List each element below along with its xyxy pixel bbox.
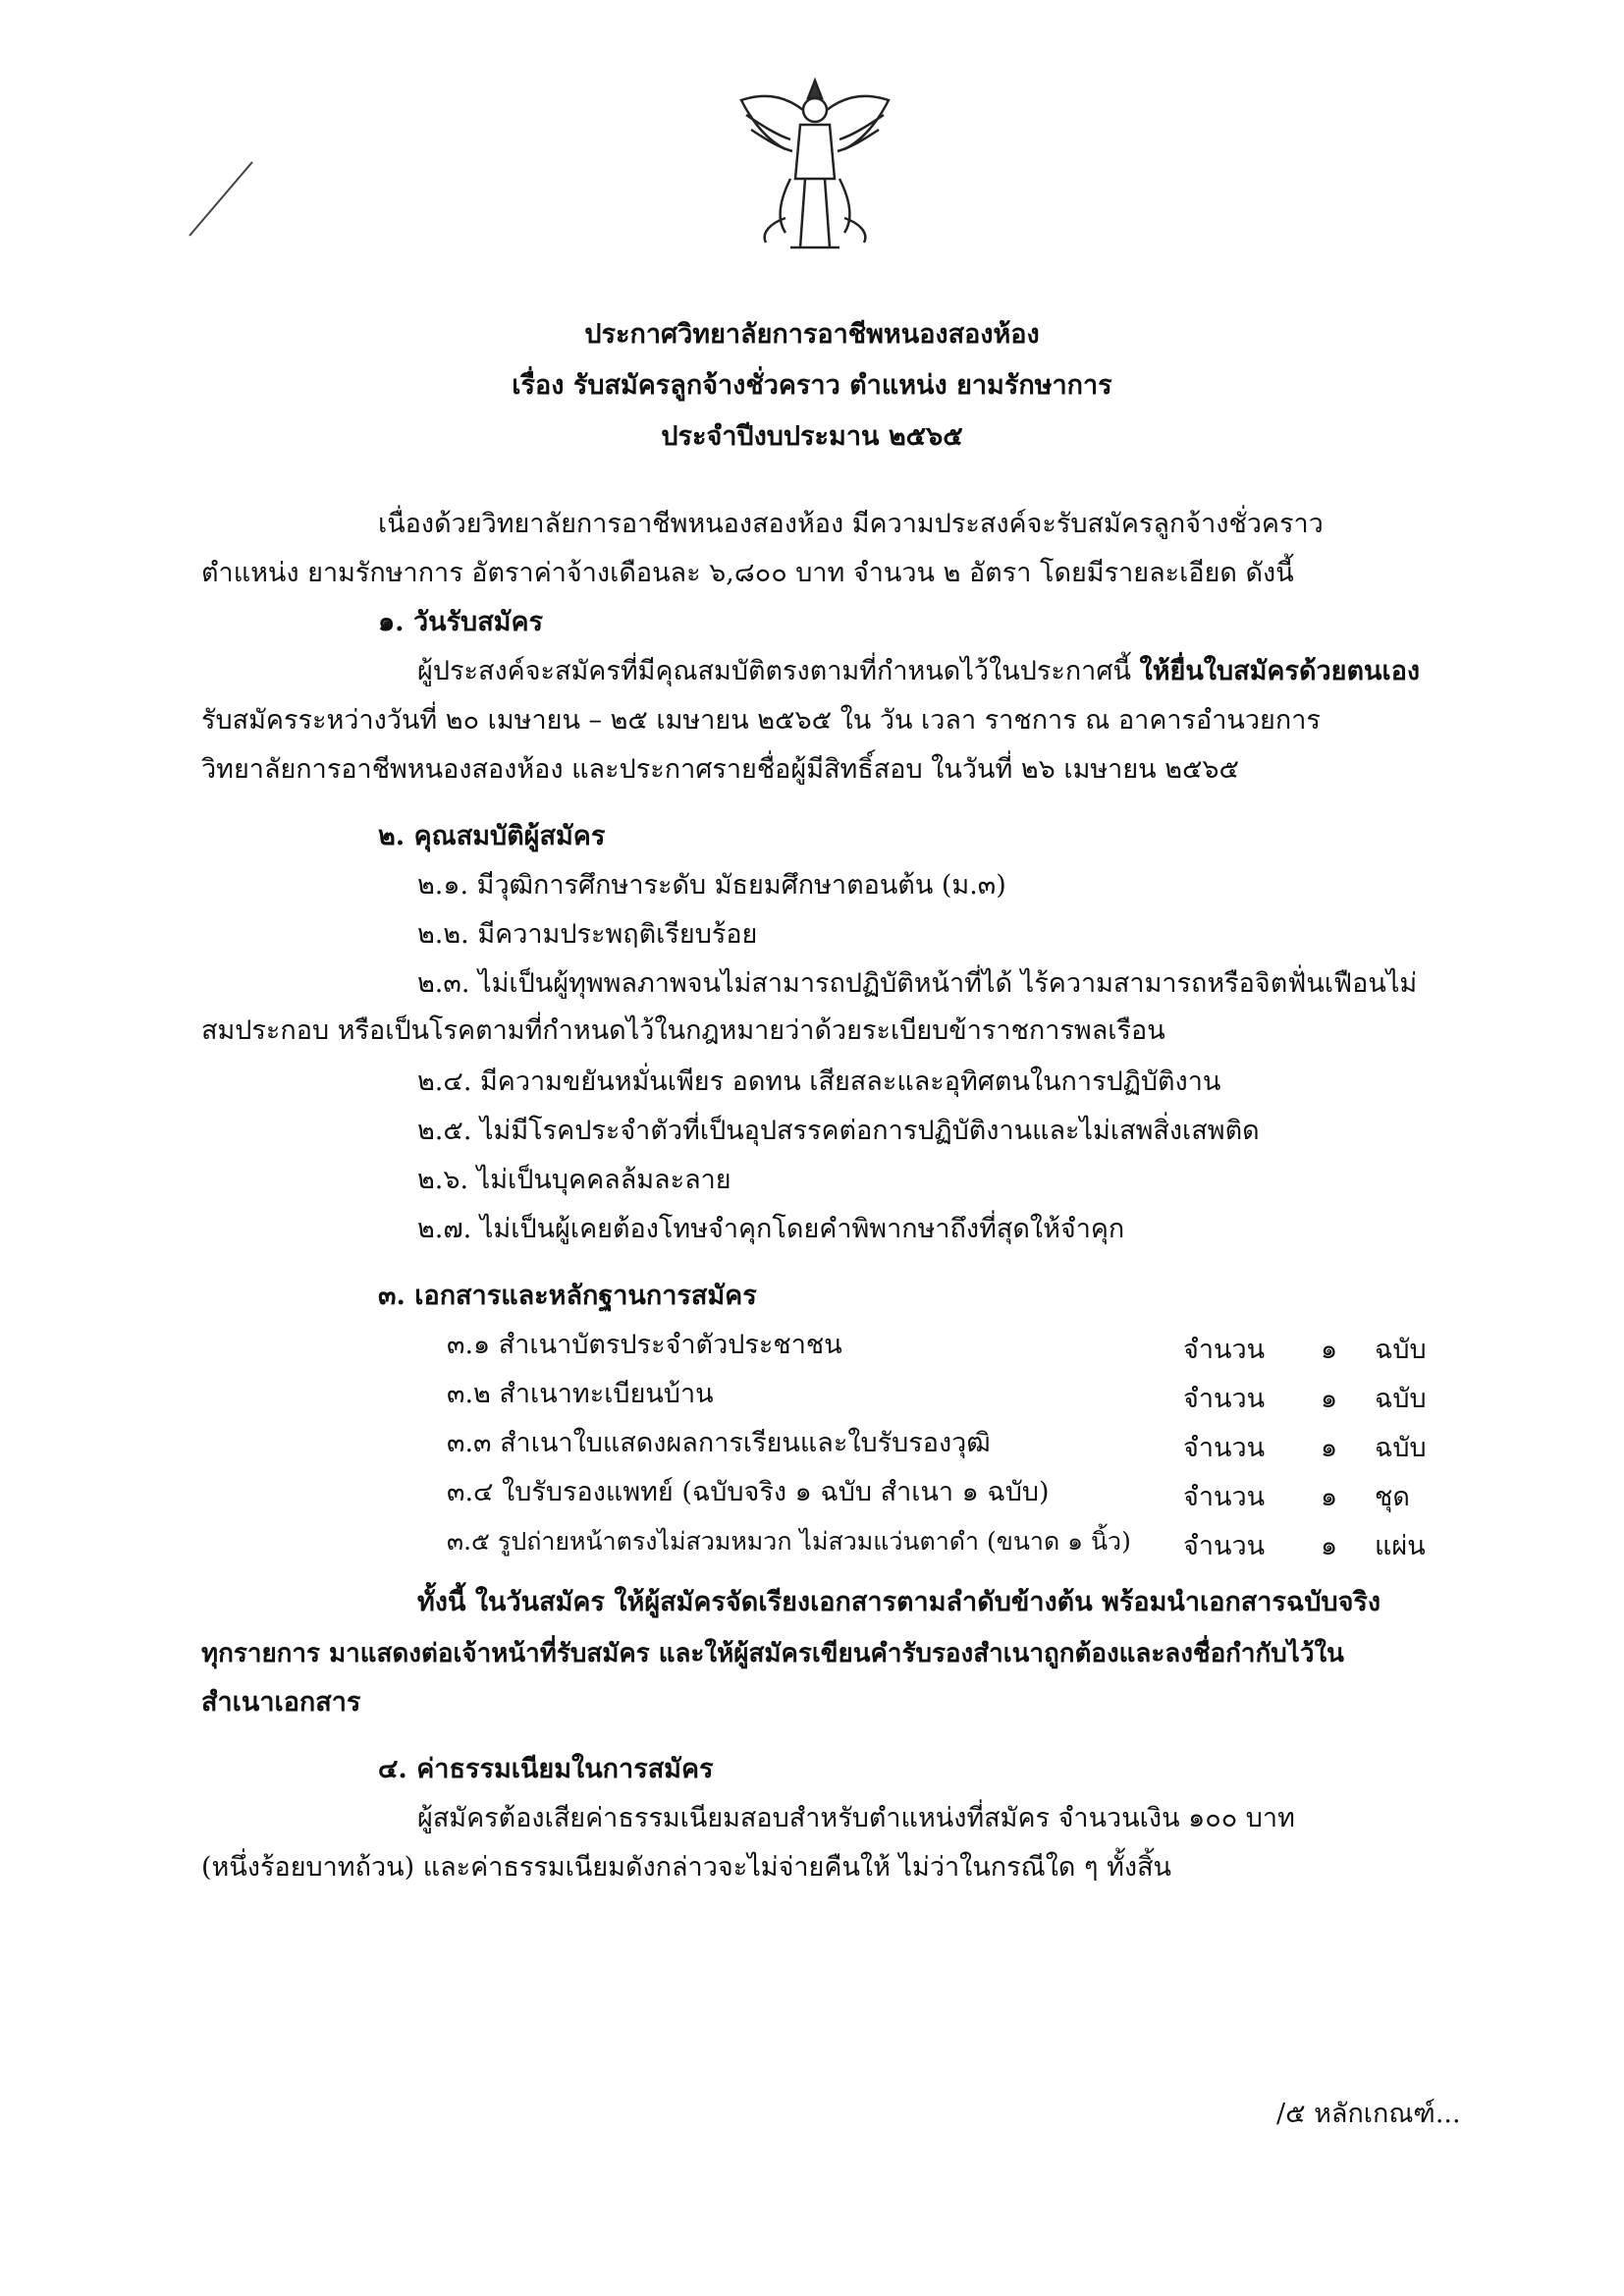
section-3-title: ๓. เอกสารและหลักฐานการสมัคร [378, 1281, 757, 1311]
document-item-label: จำนวน [1183, 1335, 1266, 1365]
qualification-item: ๒.๒. มีความประพฤติเรียบร้อย [417, 919, 758, 950]
document-item-label: จำนวน [1183, 1384, 1266, 1414]
section-1-title: ๑. วันรับสมัคร [378, 607, 544, 637]
qualification-item: ๒.๕. ไม่มีโรคประจำตัวที่เป็นอุปสรรคต่อการปฏิบัติงานและไม่เสพสิ่งเสพติด [417, 1116, 1260, 1146]
document-item-qty: ๑ [1321, 1531, 1338, 1561]
document-item-name: ๓.๓ สำเนาใบแสดงผลการเรียนและใบรับรองวุฒิ [447, 1428, 991, 1458]
document-item-name: ๓.๕ รูปถ่ายหน้าตรงไม่สวมหมวก ไม่สวมแว่นตาดำ (ขนาด ๑ นิ้ว) [447, 1527, 1131, 1556]
document-item-unit: แผ่น [1375, 1531, 1426, 1561]
qualification-item: ๒.๗. ไม่เป็นผู้เคยต้องโทษจำคุกโดยคำพิพากษาถึงที่สุดให้จำคุก [417, 1214, 1125, 1244]
section-2-title: ๒. คุณสมบัติผู้สมัคร [378, 821, 606, 851]
document-item-unit: ฉบับ [1375, 1384, 1427, 1414]
intro-line-2: ตำแหน่ง ยามรักษาการ อัตราค่าจ้างเดือนละ ๖,๘๐๐ บาท จำนวน ๒ อัตรา โดยมีรายละเอียด ดังนี้ [201, 558, 1294, 588]
section-3-note-line-2: ทุกรายการ มาแสดงต่อเจ้าหน้าที่รับสมัคร และให้ผู้สมัครเขียนคำรับรองสำเนาถูกต้องและลงชื่อกำกับไว้ใน [201, 1639, 1344, 1668]
announcement-fiscal-year: ประจำปีงบประมาน ๒๕๖๕ [661, 421, 963, 452]
document-item-qty: ๑ [1321, 1335, 1338, 1365]
section-1-line-3: วิทยาลัยการอาชีพหนองสองห้อง และประกาศรายชื่อผู้มีสิทธิ์สอบ ในวันที่ ๒๖ เมษายน ๒๕๖๕ [201, 754, 1239, 785]
document-item-label: จำนวน [1183, 1531, 1266, 1561]
document-item-label: จำนวน [1183, 1433, 1266, 1463]
document-item-unit: ฉบับ [1375, 1433, 1427, 1463]
document-item-unit: ชุด [1375, 1482, 1410, 1512]
document-item-qty: ๑ [1321, 1384, 1338, 1414]
continued-on-next-page: /๕ หลักเกณฑ์... [1276, 2099, 1461, 2129]
section-4-line-1: ผู้สมัครต้องเสียค่าธรรมเนียมสอบสำหรับตำแหน่งที่สมัคร จำนวนเงิน ๑๐๐ บาท [417, 1803, 1295, 1833]
qualification-item: ๒.๔. มีความขยันหมั่นเพียร อดทน เสียสละและอุทิศตนในการปฏิบัติงาน [417, 1066, 1221, 1097]
section-3-note-line-3: สำเนาเอกสาร [201, 1687, 361, 1718]
qualification-item: ๒.๑. มีวุฒิการศึกษาระดับ มัธยมศึกษาตอนต้น (ม.๓) [417, 870, 1006, 901]
document-item-qty: ๑ [1321, 1482, 1338, 1512]
section-4-line-2: (หนึ่งร้อยบาทถ้วน) และค่าธรรมเนียมดังกล่าวจะไม่จ่ายคืนให้ ไม่ว่าในกรณีใด ๆ ทั้งสิ้น [201, 1852, 1172, 1883]
qualification-item: ๒.๓. ไม่เป็นผู้ทุพพลภาพจนไม่สามารถปฏิบัติหน้าที่ได้ ไร้ความสามารถหรือจิตฟั่นเฟือนไม่ [417, 968, 1418, 999]
section-1-line-1b: ให้ยื่นใบสมัครด้วยตนเอง [1139, 656, 1421, 686]
document-item-name: ๓.๒ สำเนาทะเบียนบ้าน [447, 1379, 714, 1409]
document-item-name: ๓.๑ สำเนาบัตรประจำตัวประชาชน [447, 1330, 842, 1360]
section-1-line-1 [417, 654, 1420, 689]
intro-line-1: เนื่องด้วยวิทยาลัยการอาชีพหนองสองห้อง มีความประสงค์จะรับสมัครลูกจ้างชั่วคราว [378, 509, 1324, 539]
garuda-emblem-icon [731, 71, 898, 267]
announcement-subject: เรื่อง รับสมัครลูกจ้างชั่วคราว ตำแหน่ง ยามรักษาการ [512, 370, 1112, 401]
document-item-name: ๓.๔ ใบรับรองแพทย์ (ฉบับจริง ๑ ฉบับ สำเนา ๑ ฉบับ) [447, 1477, 1050, 1507]
qualification-item: ๒.๖. ไม่เป็นบุคคลล้มละลาย [417, 1165, 731, 1195]
section-1-line-2: รับสมัครระหว่างวันที่ ๒๐ เมษายน – ๒๕ เมษายน ๒๕๖๕ ใน วัน เวลา ราชการ ณ อาคารอำนวยการ [201, 705, 1321, 736]
section-4-title: ๔. ค่าธรรมเนียมในการสมัคร [378, 1754, 714, 1784]
document-item-qty: ๑ [1321, 1433, 1338, 1463]
section-1-line-1a: ผู้ประสงค์จะสมัครที่มีคุณสมบัติตรงตามที่กำหนดไว้ในประกาศนี้ [417, 656, 1140, 686]
pen-stroke-mark [182, 157, 260, 246]
document-item-label: จำนวน [1183, 1482, 1266, 1512]
qualification-item-continued: สมประกอบ หรือเป็นโรคตามที่กำหนดไว้ในกฎหมายว่าด้วยระเบียบข้าราชการพลเรือน [201, 1015, 1165, 1046]
announcement-title: ประกาศวิทยาลัยการอาชีพหนองสองห้อง [584, 319, 1040, 350]
section-3-note-line-1: ทั้งนี้ ในวันสมัคร ให้ผู้สมัครจัดเรียงเอกสารตามลำดับข้างต้น พร้อมนำเอกสารฉบับจริง [417, 1587, 1381, 1617]
document-item-unit: ฉบับ [1375, 1335, 1427, 1365]
